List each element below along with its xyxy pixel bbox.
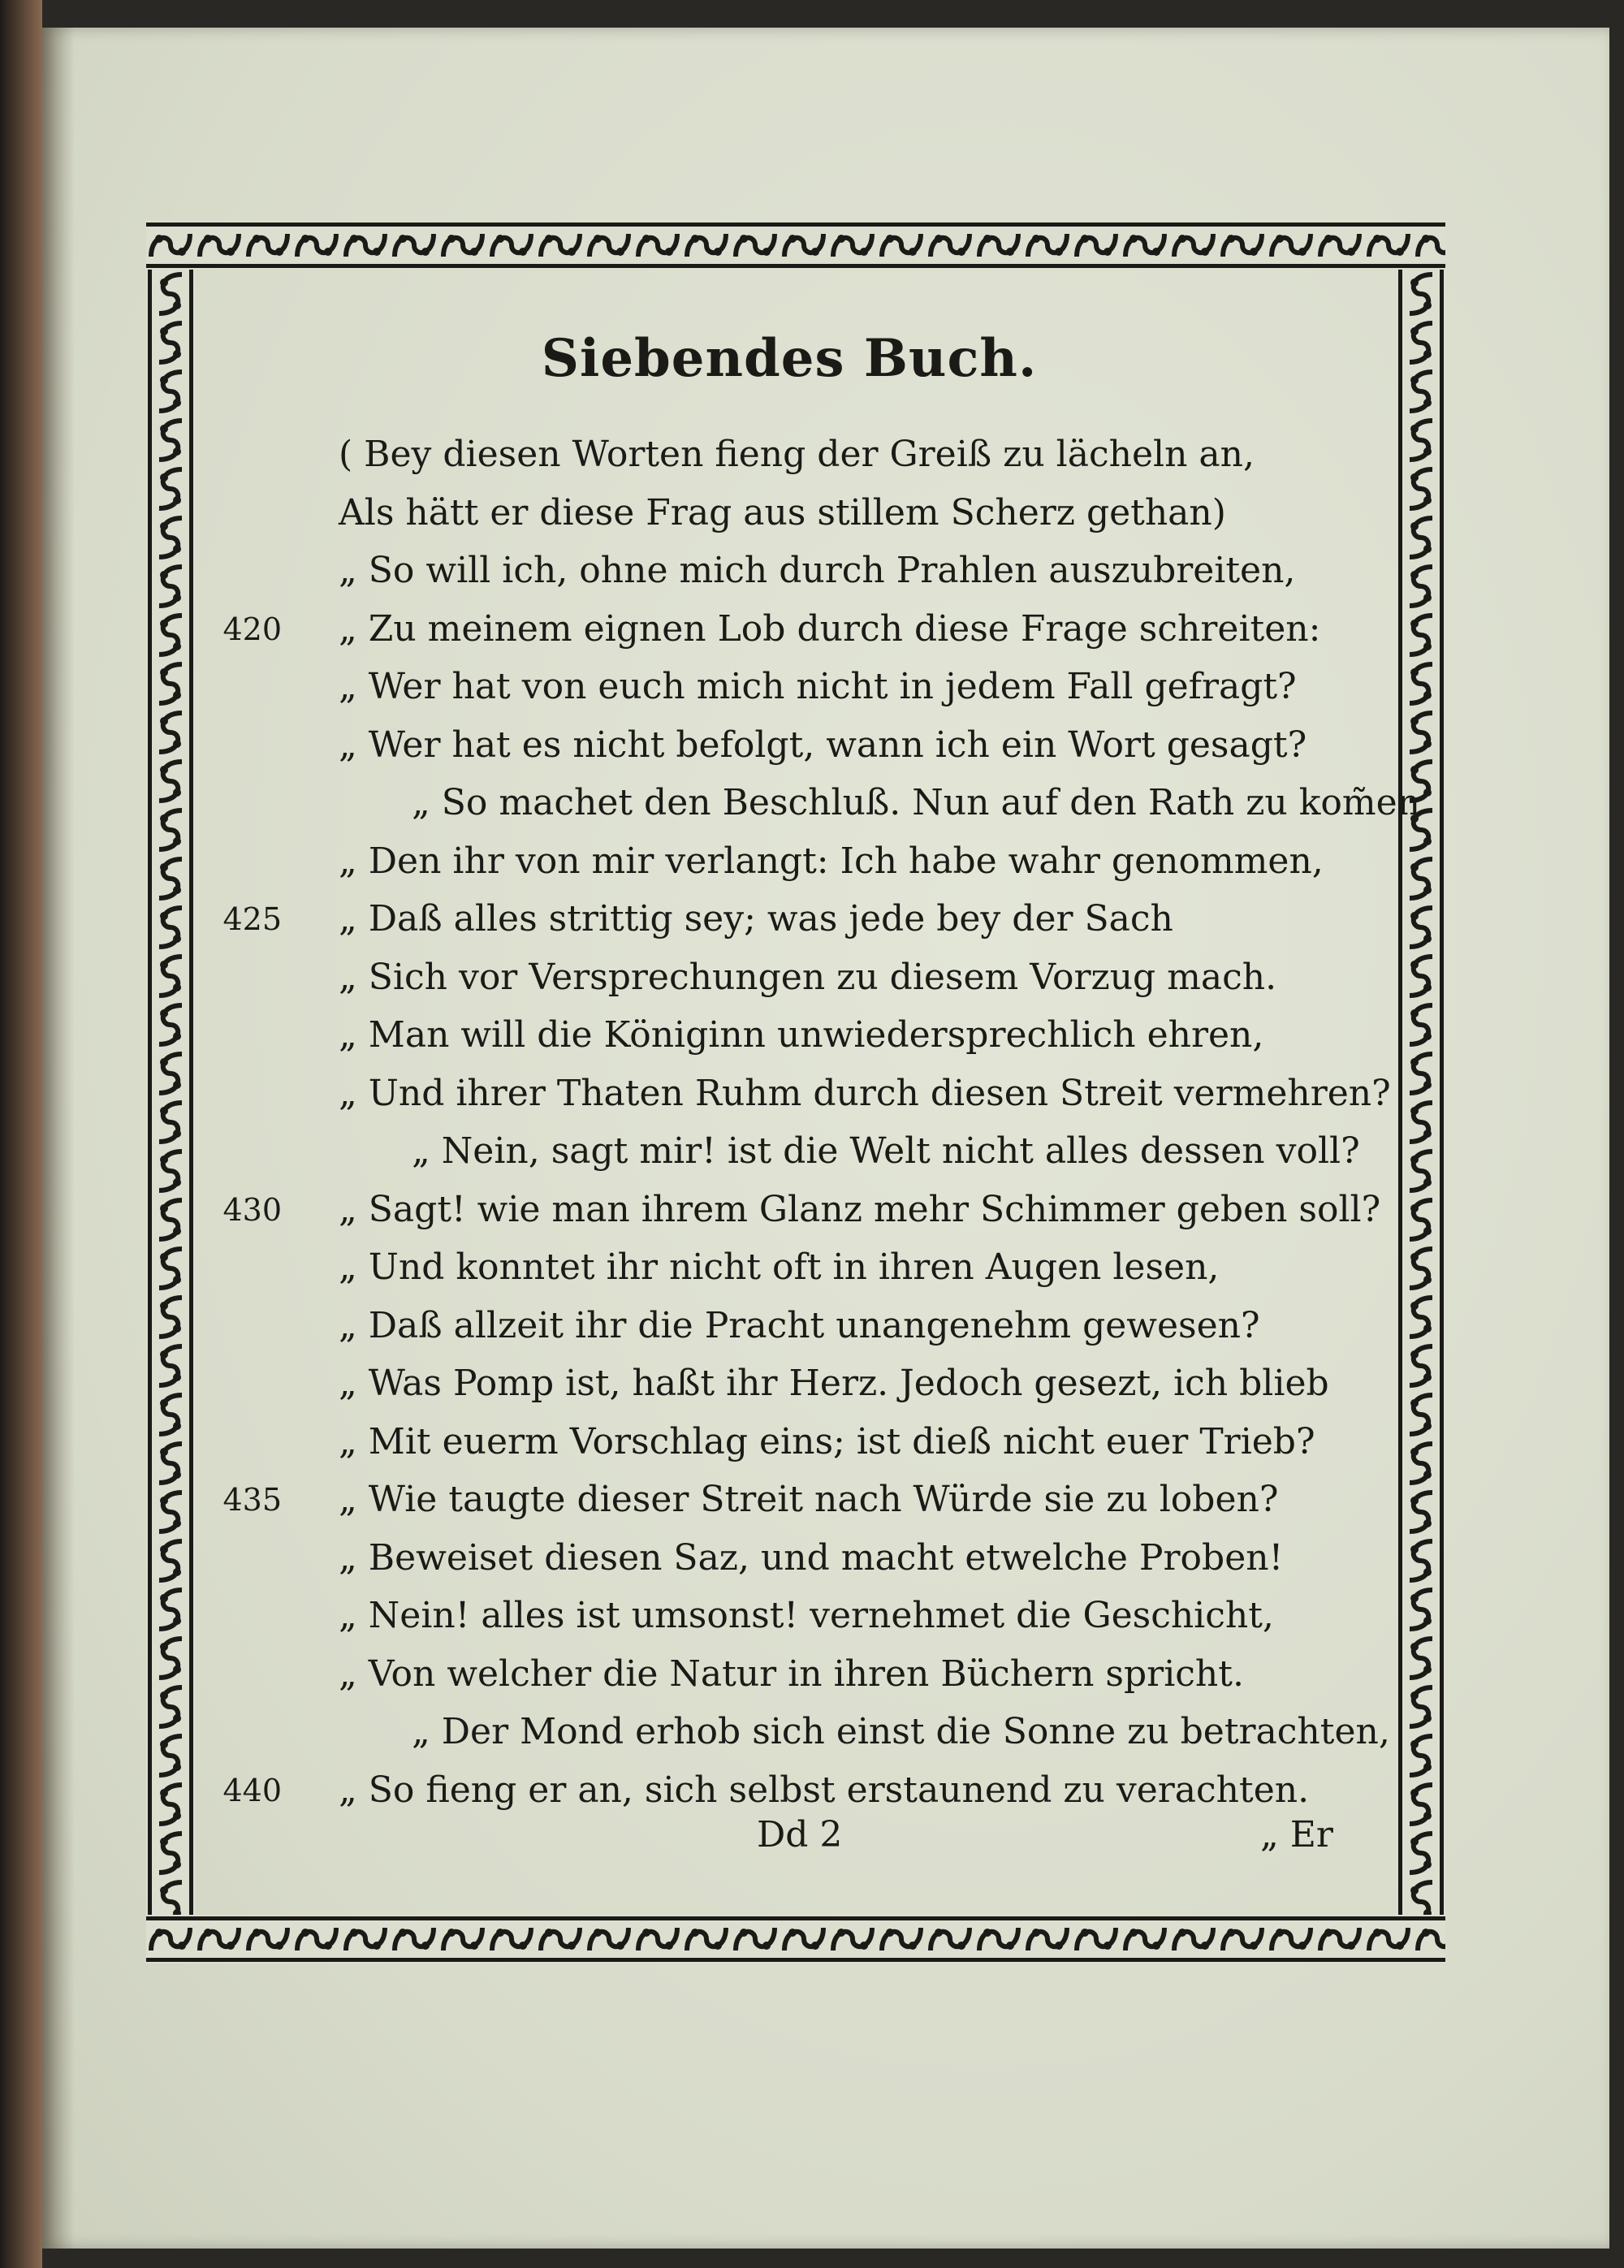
verse-text: „ So machet den Beschluß. Nun auf den Rath zu kom̃en <box>412 782 1420 823</box>
verse-line <box>205 1122 1406 1181</box>
verse-line <box>205 1297 1406 1355</box>
gutter-shadow <box>42 28 75 2249</box>
scan-background <box>0 0 42 2268</box>
verse-line <box>205 774 1420 832</box>
verse-line <box>205 1587 1406 1645</box>
verse-line <box>205 1761 1406 1820</box>
verse-text: „ Sagt! wie man ihrem Glanz mehr Schimmer geben soll? <box>339 1188 1381 1230</box>
verse-line <box>205 1529 1406 1588</box>
verse-line <box>205 1471 1406 1529</box>
verse-text: „ Mit euerm Vorschlag eins; ist dieß nicht euer Trieb? <box>339 1420 1315 1462</box>
verse-text: „ Von welcher die Natur in ihren Büchern spricht. <box>339 1652 1244 1695</box>
verse-line <box>205 1238 1406 1297</box>
ornament-band-left <box>146 270 195 1915</box>
verse-text: Als hätt er diese Frag aus stillem Scherz gethan) <box>339 491 1226 534</box>
verse-text: ( Bey diesen Worten fieng der Greiß zu lächeln an, <box>339 434 1255 475</box>
verse-line <box>205 1006 1406 1065</box>
verse-line <box>205 600 1406 659</box>
verse-text: „ Nein, sagt mir! ist die Welt nicht alles dessen voll? <box>412 1130 1360 1172</box>
verse-line <box>205 542 1406 600</box>
verse-text: „ Daß allzeit ihr die Pracht unangenehm gewesen? <box>339 1304 1260 1346</box>
verse-text: „ So fieng er an, sich selbst erstaunend zu verachten. <box>339 1769 1310 1811</box>
catchword: „ Er <box>1260 1814 1333 1855</box>
line-number: 425 <box>222 901 282 937</box>
ornament-band-top <box>146 221 1445 270</box>
verse-text: „ Nein! alles ist umsonst! vernehmet die Geschicht, <box>339 1595 1274 1636</box>
verse-text: „ Und ihrer Thaten Ruhm durch diesen Streit vermehren? <box>339 1072 1391 1114</box>
book-page <box>42 28 1609 2249</box>
line-number: 435 <box>222 1482 282 1518</box>
verse-line <box>205 1645 1406 1704</box>
verse-text: „ Zu meinem eignen Lob durch diese Frage schreiten: <box>339 607 1321 650</box>
signature-mark: Dd 2 <box>757 1814 843 1855</box>
line-number: 440 <box>222 1772 282 1808</box>
text-block <box>205 304 1420 1928</box>
line-number: 420 <box>222 611 282 647</box>
verse-line <box>205 1413 1406 1471</box>
verse-line <box>205 426 1406 484</box>
verse-text: „ Der Mond erhob sich einst die Sonne zu betrachten, <box>412 1711 1390 1752</box>
verse-line <box>205 1181 1406 1239</box>
verse-text: „ Und konntet ihr nicht oft in ihren Augen lesen, <box>339 1246 1220 1288</box>
verse-text: „ Man will die Königinn unwiedersprechlich ehren, <box>339 1014 1264 1056</box>
verse-text: „ Den ihr von mir verlangt: Ich habe wahr genommen, <box>339 840 1324 882</box>
verse-line <box>205 716 1406 775</box>
verse-line <box>205 948 1406 1007</box>
verse-text: „ Was Pomp ist, haßt ihr Herz. Jedoch gesezt, ich blieb <box>339 1363 1329 1404</box>
verse-line <box>205 1703 1406 1761</box>
verse-line <box>205 484 1406 542</box>
page-heading: Siebendes Buch. <box>541 328 1038 389</box>
verse-line <box>205 1065 1406 1123</box>
verse-line <box>205 1354 1406 1413</box>
verse-line <box>205 832 1406 891</box>
line-number: 430 <box>222 1191 282 1228</box>
verse-text: „ Beweiset diesen Saz, und macht etwelche Proben! <box>339 1536 1284 1579</box>
verse-line <box>205 658 1406 716</box>
verse-line <box>205 890 1406 948</box>
verse-text: „ So will ich, ohne mich durch Prahlen auszubreiten, <box>339 550 1296 591</box>
verse-text: „ Wie taugte dieser Streit nach Würde sie zu loben? <box>339 1479 1279 1520</box>
verse-text: „ Wer hat es nicht befolgt, wann ich ein Wort gesagt? <box>339 724 1307 766</box>
verse-text: „ Daß alles strittig sey; was jede bey der Sach <box>339 898 1173 940</box>
verse-text: „ Sich vor Versprechungen zu diesem Vorzug mach. <box>339 956 1277 998</box>
verse-text: „ Wer hat von euch mich nicht in jedem Fall gefragt? <box>339 666 1297 707</box>
